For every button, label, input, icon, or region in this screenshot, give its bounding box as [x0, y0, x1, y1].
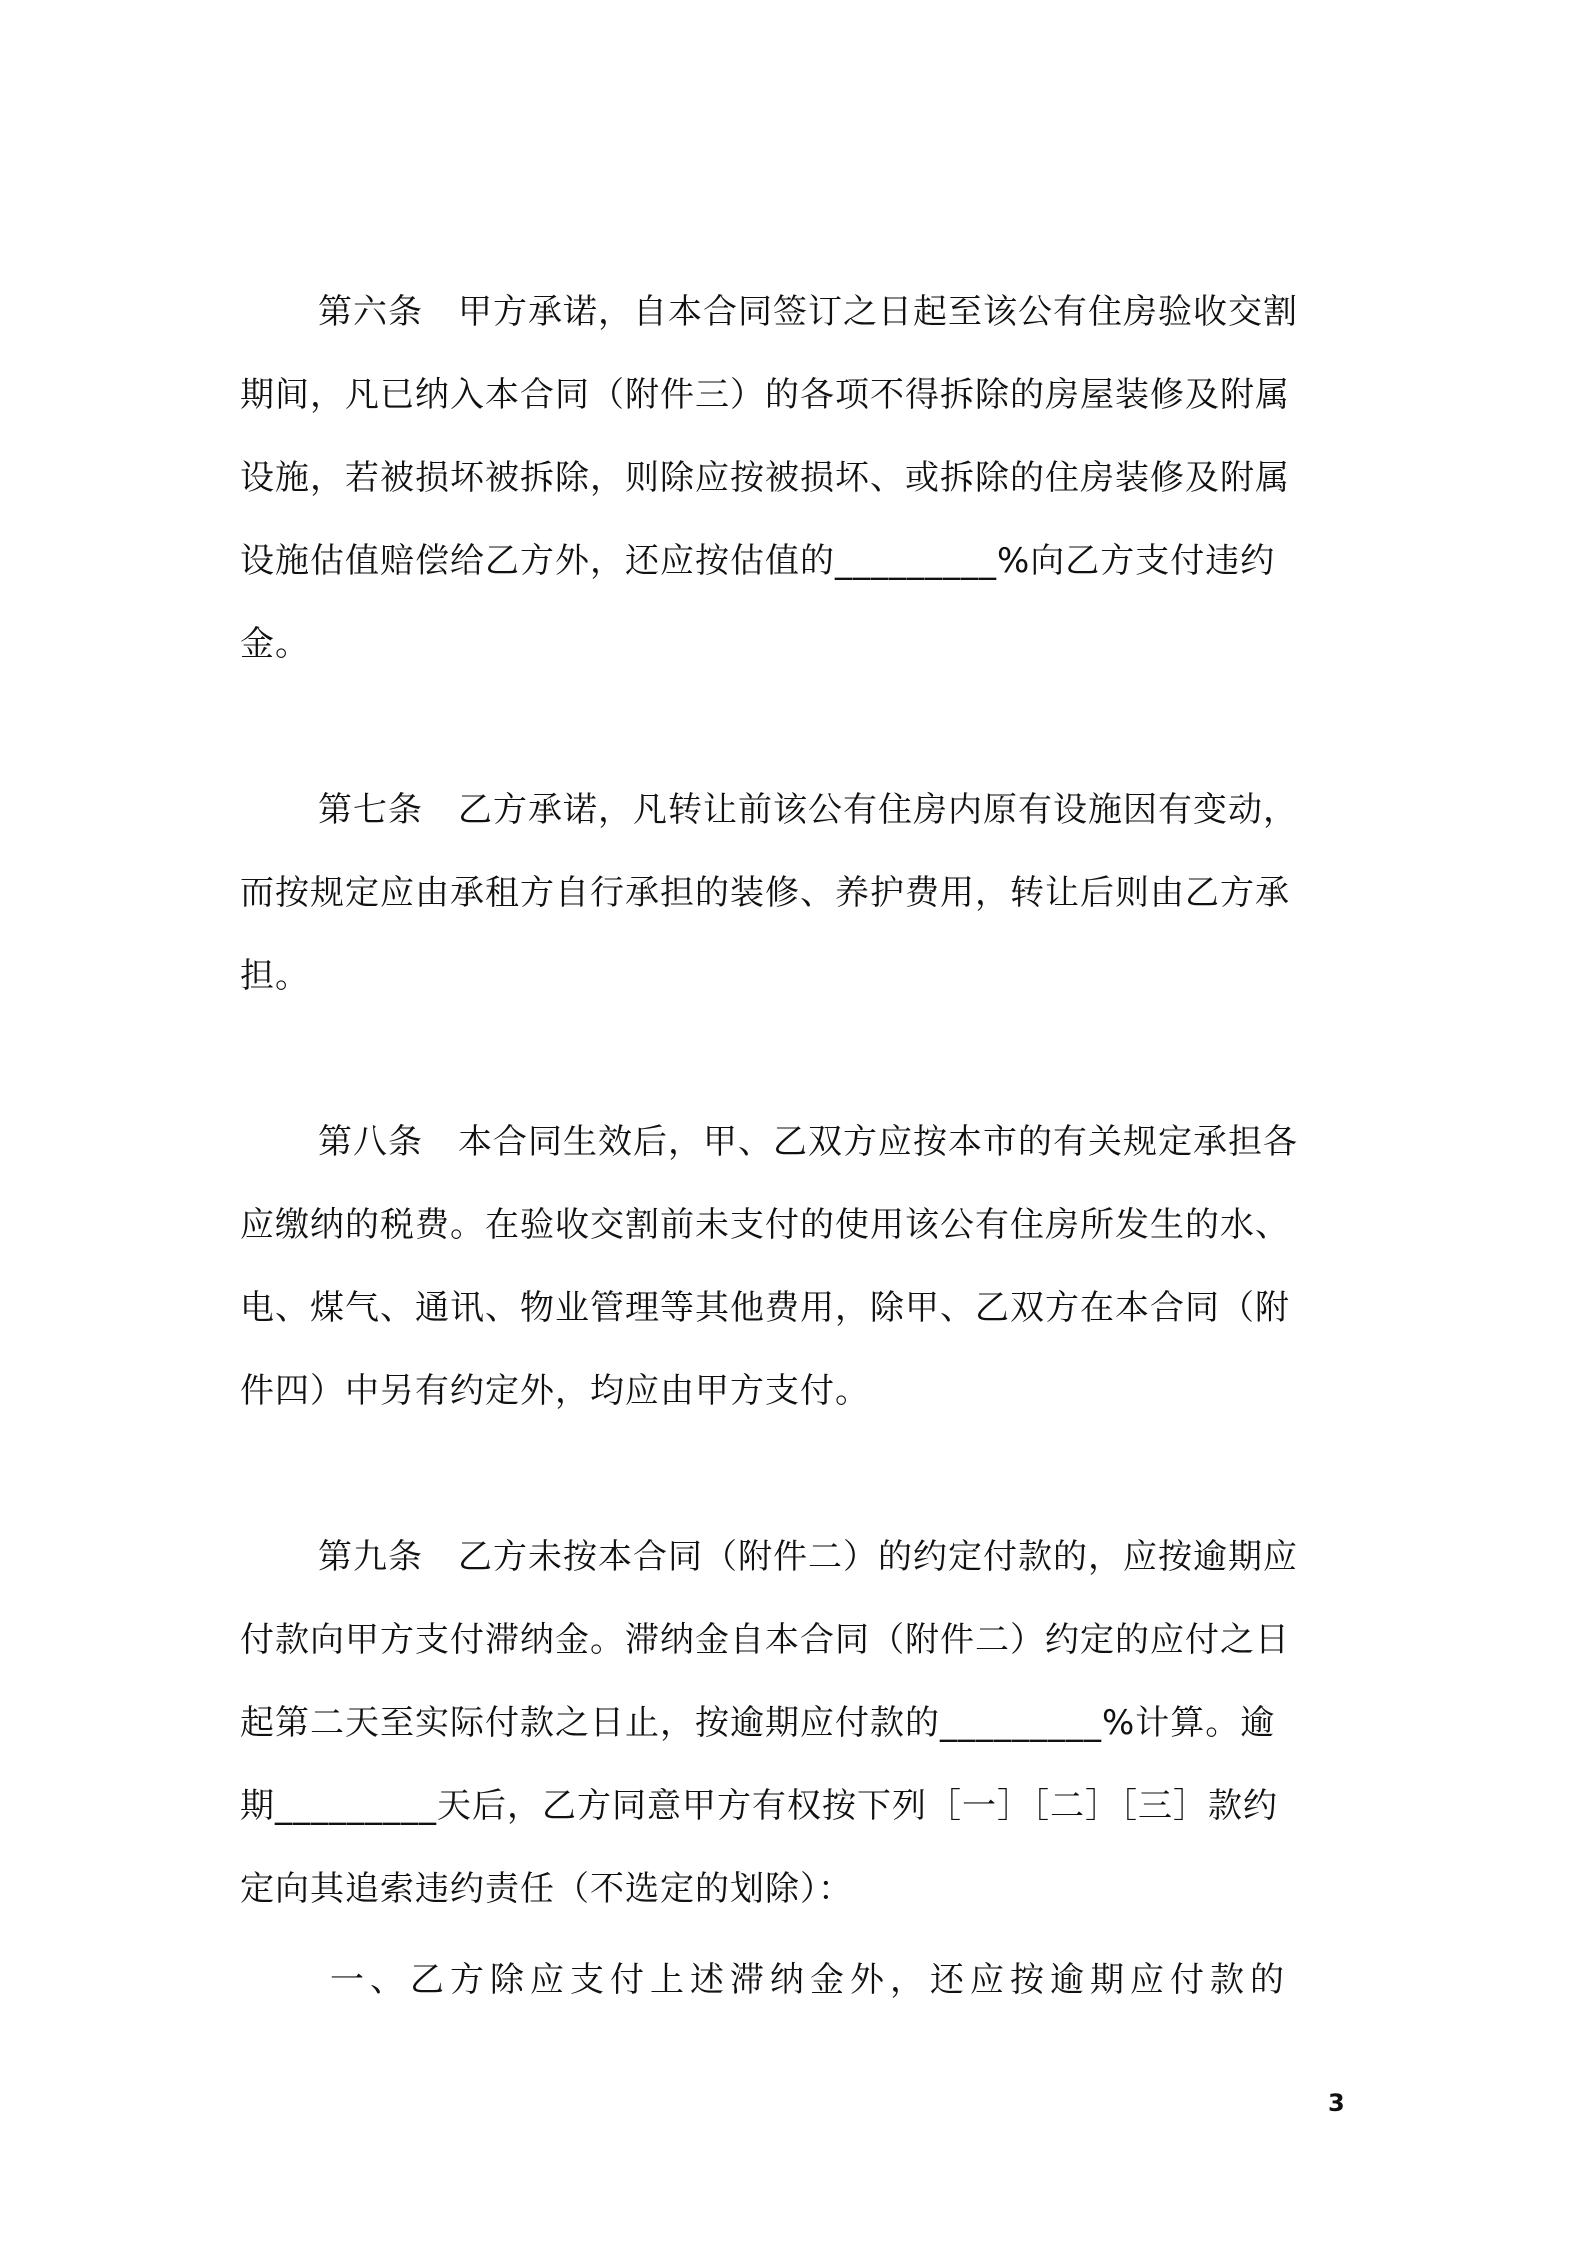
article-8-line-4: 件四）中另有约定外，均应由甲方支付。	[240, 1371, 870, 1411]
article-7-line-1: 第七条 乙方承诺，凡转让前该公有住房内原有设施因有变动，	[318, 790, 1298, 830]
article-6-line-5: 金。	[240, 624, 310, 664]
article-8-line-3: 电、煤气、通讯、物业管理等其他费用，除甲、乙双方在本合同（附	[240, 1288, 1290, 1328]
article-6-line-2: 期间，凡已纳入本合同（附件三）的各项不得拆除的房屋装修及附属	[240, 375, 1290, 415]
article-8-line-2: 应缴纳的税费。在验收交割前未支付的使用该公有住房所发生的水、	[240, 1205, 1290, 1245]
article-9-line-1: 第九条 乙方未按本合同（附件二）的约定付款的，应按逾期应	[318, 1537, 1298, 1577]
article-7-line-3: 担。	[240, 956, 310, 996]
clause-one-line: 一、乙方除应支付上述滞纳金外，还应按逾期应付款的	[330, 1960, 1290, 2000]
page-number: 3	[1328, 2089, 1345, 2117]
article-7-line-2: 而按规定应由承租方自行承担的装修、养护费用，转让后则由乙方承	[240, 873, 1290, 913]
article-9-line-3: 起第二天至实际付款之日止，按逾期应付款的_________%计算。逾	[240, 1703, 1276, 1743]
article-6-line-4: 设施估值赔偿给乙方外，还应按估值的_________%向乙方支付违约	[240, 541, 1276, 581]
article-8-line-1: 第八条 本合同生效后，甲、乙双方应按本市的有关规定承担各	[318, 1122, 1298, 1162]
article-6-line-1: 第六条 甲方承诺，自本合同签订之日起至该公有住房验收交割	[318, 292, 1298, 332]
article-9-line-4: 期_________天后，乙方同意甲方有权按下列［一］［二］［三］款约	[240, 1786, 1278, 1826]
article-9-line-2: 付款向甲方支付滞纳金。滞纳金自本合同（附件二）约定的应付之日	[240, 1620, 1290, 1660]
article-6-line-3: 设施，若被损坏被拆除，则除应按被损坏、或拆除的住房装修及附属	[240, 458, 1290, 498]
article-9-line-5: 定向其追索违约责任（不选定的划除）：	[240, 1869, 853, 1909]
